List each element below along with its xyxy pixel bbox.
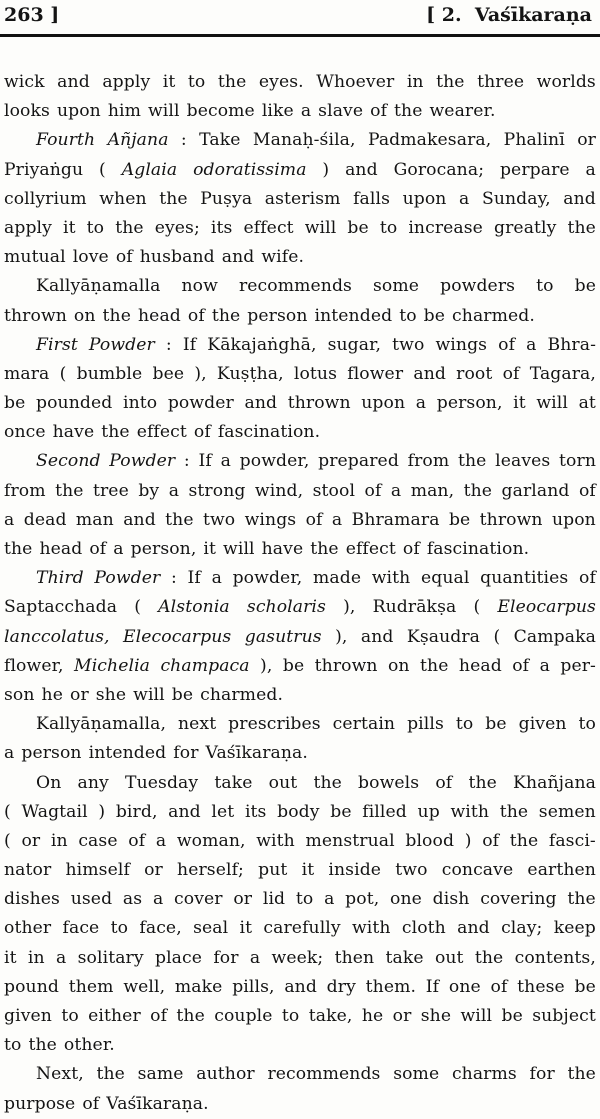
text-line: mutual love of husband and wife. — [4, 247, 305, 268]
text-line: Fourth Añjana : Take Manaḥ-śila, Padmakesara, Phalinī or — [36, 130, 596, 151]
text-line: it in a solitary place for a week; then take out the contents, — [4, 947, 596, 968]
text-line: ( or in case of a woman, with menstrual blood ) of the fasci- — [4, 830, 596, 851]
text-line: nator himself or herself; put it inside two concave earthen — [4, 860, 596, 881]
body-text — [4, 68, 596, 1119]
running-header — [0, 0, 600, 40]
text-line: given to either of the couple to take, he or she will be subject — [4, 1006, 596, 1026]
section-title: [ 2. Vaśīkaraṇa — [426, 4, 592, 26]
paragraph — [4, 126, 596, 272]
text-line: son he or she will be charmed. — [4, 684, 284, 705]
paragraph — [4, 564, 596, 710]
text-line: ( Wagtail ) bird, and let its body be filled up with the semen — [4, 801, 596, 822]
text-line: wick and apply it to the eyes. Whoever in the three worlds — [4, 72, 596, 92]
paragraph — [4, 710, 596, 768]
text-line: other face to face, seal it carefully with cloth and clay; keep — [4, 918, 596, 939]
text-line: Priyaṅgu ( Aglaia odoratissima ) and Gorocana; perpare a — [4, 159, 596, 180]
text-line: a dead man and the two wings of a Bhramara be thrown upon — [4, 509, 596, 530]
text-line: Next, the same author recommends some charms for the — [36, 1064, 596, 1085]
text-line: thrown on the head of the person intended to be charmed. — [4, 305, 535, 326]
text-line: Kallyāṇamalla, next prescribes certain pills to be given to — [36, 714, 596, 735]
paragraph — [4, 68, 596, 126]
text-line: lanccolatus, Elecocarpus gasutrus ), and Kṣaudra ( Campaka — [4, 626, 596, 647]
text-line: to the other. — [4, 1035, 115, 1056]
text-line: collyrium when the Puṣya asterism falls upon a Sunday, and — [4, 188, 596, 209]
paragraph — [4, 331, 596, 448]
text-line: dishes used as a cover or lid to a pot, one dish covering the — [4, 889, 596, 910]
paragraph — [4, 272, 596, 330]
page-number: 263 ] — [4, 4, 60, 26]
text-line: Kallyāṇamalla now recommends some powders to be — [36, 276, 596, 297]
text-line: On any Tuesday take out the bowels of the Khañjana — [36, 772, 596, 793]
text-line: First Powder : If Kākajaṅghā, sugar, two wings of a Bhra- — [36, 334, 596, 355]
text-line: apply it to the eyes; its effect will be to increase greatly the — [4, 217, 596, 238]
text-line: looks upon him will become like a slave of the wearer. — [4, 101, 496, 122]
paragraph — [4, 447, 596, 564]
text-line: from the tree by a strong wind, stool of a man, the garland of — [4, 480, 596, 501]
text-line: purpose of Vaśīkaraṇa. — [4, 1093, 209, 1114]
text-line: mara ( bumble bee ), Kuṣṭha, lotus flower and root of Tagara, — [4, 363, 596, 384]
text-line: Third Powder : If a powder, made with equal quantities of — [36, 568, 596, 589]
paragraph — [4, 769, 596, 1061]
text-line: pound them well, make pills, and dry them. If one of these be — [4, 976, 596, 997]
paragraph — [4, 1060, 596, 1118]
text-line: a person intended for Vaśīkaraṇa. — [4, 743, 308, 764]
header-rule — [0, 34, 600, 37]
text-line: the head of a person, it will have the effect of fascination. — [4, 539, 530, 559]
text-line: once have the effect of fascination. — [4, 422, 321, 443]
text-line: Saptacchada ( Alstonia scholaris ), Rudrākṣa ( Eleocarpus — [4, 597, 596, 618]
text-line: Second Powder : If a powder, prepared from the leaves torn — [36, 451, 596, 472]
text-line: flower, Michelia champaca ), be thrown on the head of a per- — [4, 655, 596, 676]
text-line: be pounded into powder and thrown upon a person, it will at — [4, 393, 596, 414]
